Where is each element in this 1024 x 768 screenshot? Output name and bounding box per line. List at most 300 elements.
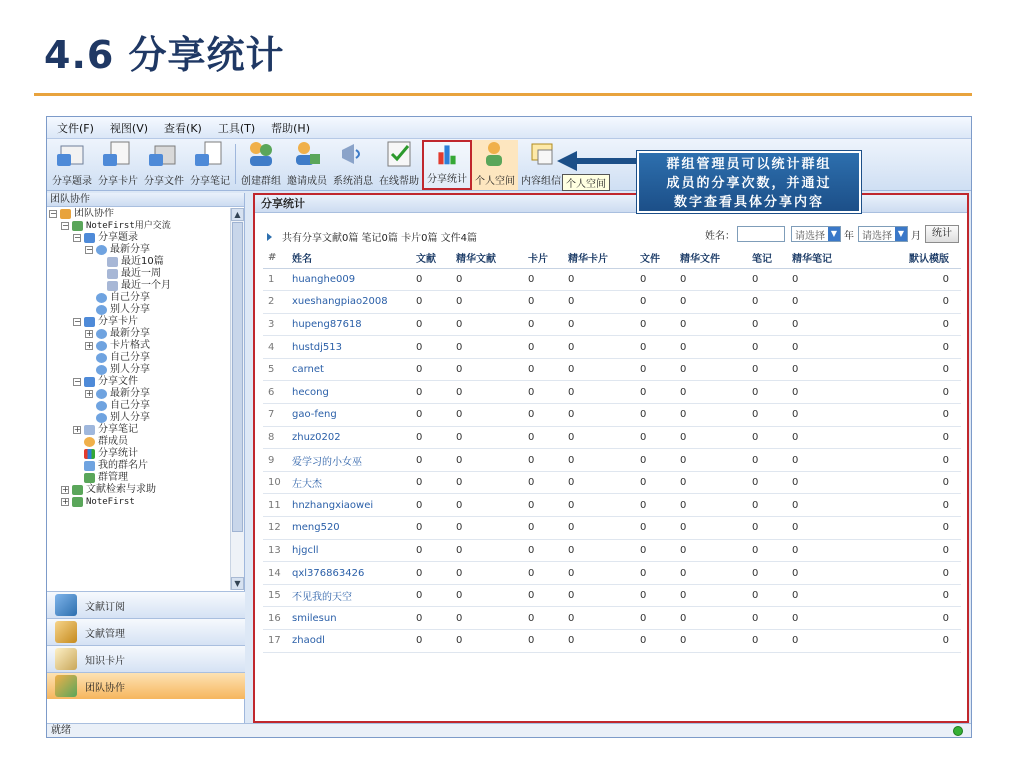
system-message-button[interactable]: [330, 140, 376, 190]
pencil-icon: [107, 281, 118, 291]
left-panel: [47, 193, 245, 723]
count-cell: 0: [635, 291, 675, 314]
count-cell: 0: [675, 291, 747, 314]
share-cards-icon: [103, 140, 133, 168]
tree-label: 最近10篇: [121, 256, 164, 267]
tree-node-others[interactable]: [47, 304, 230, 316]
count-cell: 0: [523, 539, 563, 562]
count-cell: 0: [411, 268, 451, 291]
tree-label: 分享统计: [98, 448, 138, 459]
table-row[interactable]: [263, 517, 961, 540]
count-cell: 0: [787, 381, 867, 404]
count-cell: 0: [563, 336, 635, 359]
table-row[interactable]: [263, 404, 961, 427]
tree-label: 文献检索与求助: [86, 484, 156, 495]
tree-node-mine[interactable]: [47, 352, 230, 364]
count-cell: 0: [451, 336, 523, 359]
count-cell: 0: [867, 539, 961, 562]
row-index: 6: [263, 381, 287, 404]
tree-node-latest[interactable]: [47, 244, 230, 256]
tree-node-latest[interactable]: [47, 328, 230, 340]
count-cell: 0: [747, 494, 787, 517]
col-cards[interactable]: 卡片: [523, 248, 563, 268]
row-index: 3: [263, 313, 287, 336]
count-cell: 0: [635, 539, 675, 562]
count-cell: 0: [747, 562, 787, 585]
count-cell: 0: [787, 494, 867, 517]
triangle-icon: [267, 233, 272, 241]
count-cell: 0: [675, 404, 747, 427]
scroll-thumb[interactable]: [232, 222, 243, 532]
tree-node-others[interactable]: [47, 364, 230, 376]
table-row[interactable]: [263, 539, 961, 562]
personal-space-button[interactable]: [472, 140, 518, 190]
nav-subscription[interactable]: [47, 591, 245, 618]
collapse-icon[interactable]: −: [50, 209, 57, 218]
count-cell: 0: [563, 268, 635, 291]
records-icon: [84, 233, 95, 243]
menu-file[interactable]: 文件(F): [57, 121, 94, 135]
count-cell: 0: [867, 404, 961, 427]
count-cell: 0: [675, 630, 747, 653]
col-notes[interactable]: 笔记: [747, 248, 787, 268]
tree-node-others[interactable]: [47, 412, 230, 424]
menu-look[interactable]: 查看(K): [164, 121, 202, 135]
member-name-link[interactable]: meng520: [287, 517, 411, 540]
count-cell: 0: [523, 562, 563, 585]
count-cell: 0: [675, 494, 747, 517]
share-stats-button[interactable]: [422, 140, 472, 190]
tree-node-share-cards[interactable]: [47, 316, 230, 328]
count-cell: 0: [411, 336, 451, 359]
count-cell: 0: [563, 517, 635, 540]
expand-icon[interactable]: +: [62, 485, 69, 494]
count-cell: 0: [867, 471, 961, 494]
share-files-label: 分享文件: [144, 176, 184, 187]
tree-node-group[interactable]: [47, 220, 230, 232]
count-cell: 0: [635, 404, 675, 427]
callout-line: 成员的分享次数，并通过: [666, 176, 832, 191]
count-cell: 0: [523, 630, 563, 653]
count-cell: 0: [523, 313, 563, 336]
tree-node-recent-week[interactable]: [47, 268, 230, 280]
left-panel-header: 团队协作: [47, 193, 244, 207]
collapse-icon[interactable]: −: [86, 245, 93, 254]
count-cell: 0: [867, 336, 961, 359]
name-label: 姓名：: [705, 230, 735, 242]
row-index: 15: [263, 584, 287, 607]
row-index: 5: [263, 358, 287, 381]
share-notes-button[interactable]: [187, 140, 233, 190]
tree-label: 团队协作: [74, 208, 114, 219]
content-group-label: 内容组信: [521, 176, 561, 187]
table-row[interactable]: [263, 607, 961, 630]
table-row[interactable]: [263, 291, 961, 314]
member-name-link[interactable]: carnet: [287, 358, 411, 381]
personal-space-label: 个人空间: [475, 176, 515, 187]
count-cell: 0: [635, 494, 675, 517]
create-group-label: 创建群组: [241, 176, 281, 187]
app-window: [46, 116, 972, 738]
tree-label: 最近一周: [121, 268, 161, 279]
count-cell: 0: [675, 607, 747, 630]
name-input[interactable]: [737, 226, 785, 242]
month-select-value: 请选择: [862, 230, 892, 242]
tree-node-group-admin[interactable]: [47, 472, 230, 484]
count-cell: 0: [747, 607, 787, 630]
table-row[interactable]: [263, 268, 961, 291]
member-name-link[interactable]: hjgcll: [287, 539, 411, 562]
count-cell: 0: [867, 313, 961, 336]
count-cell: 0: [563, 584, 635, 607]
table-row[interactable]: [263, 358, 961, 381]
table-body: [263, 268, 961, 652]
count-cell: 0: [563, 404, 635, 427]
share-icon: [96, 293, 107, 303]
tree-node-card-format[interactable]: [47, 340, 230, 352]
col-featured-files[interactable]: 精华文件: [675, 248, 747, 268]
table-row[interactable]: [263, 562, 961, 585]
col-default-template[interactable]: 默认模版: [867, 248, 961, 268]
row-index: 17: [263, 630, 287, 653]
library-icon: [55, 621, 77, 643]
count-cell: 0: [451, 584, 523, 607]
count-cell: 0: [675, 358, 747, 381]
member-name-link[interactable]: qxl376863426: [287, 562, 411, 585]
count-cell: 0: [787, 562, 867, 585]
count-cell: 0: [635, 471, 675, 494]
share-icon: [96, 413, 107, 423]
count-cell: 0: [563, 291, 635, 314]
tree-node-recent10[interactable]: [47, 256, 230, 268]
row-index: 8: [263, 426, 287, 449]
count-cell: 0: [787, 426, 867, 449]
collapse-icon[interactable]: −: [74, 377, 81, 386]
tree-node-recent-month[interactable]: [47, 280, 230, 292]
table-row[interactable]: [263, 426, 961, 449]
count-cell: 0: [451, 630, 523, 653]
count-cell: 0: [451, 313, 523, 336]
share-files-button[interactable]: [141, 140, 187, 190]
count-cell: 0: [451, 449, 523, 472]
count-cell: 0: [635, 336, 675, 359]
share-notes-label: 分享笔记: [190, 176, 230, 187]
col-name[interactable]: 姓名: [287, 248, 411, 268]
count-cell: 0: [451, 291, 523, 314]
col-index: #: [263, 248, 287, 268]
count-cell: 0: [635, 449, 675, 472]
row-index: 16: [263, 607, 287, 630]
row-index: 11: [263, 494, 287, 517]
member-name-link[interactable]: hnzhangxiaowei: [287, 494, 411, 517]
tree-label: 分享文件: [98, 376, 138, 387]
tree-node-share-stats[interactable]: [47, 448, 230, 460]
latest-icon: [96, 245, 107, 255]
cards-icon: [55, 648, 77, 670]
bar-chart-icon: [84, 449, 95, 459]
expand-icon[interactable]: +: [74, 425, 81, 434]
count-cell: 0: [563, 426, 635, 449]
expand-icon[interactable]: +: [86, 329, 93, 338]
row-index: 9: [263, 449, 287, 472]
tree-label: 最新分享: [110, 328, 150, 339]
tree-scrollbar[interactable]: [230, 208, 244, 590]
count-cell: 0: [787, 607, 867, 630]
row-index: 7: [263, 404, 287, 427]
row-index: 1: [263, 268, 287, 291]
share-icon: [96, 401, 107, 411]
count-cell: 0: [867, 607, 961, 630]
count-cell: 0: [563, 449, 635, 472]
menu-view[interactable]: 视图(V): [109, 121, 149, 135]
status-text: 就绪: [51, 725, 71, 736]
count-cell: 0: [747, 268, 787, 291]
tree-label: 别人分享: [110, 412, 150, 423]
count-cell: 0: [675, 336, 747, 359]
member-name-link[interactable]: smilesun: [287, 607, 411, 630]
share-summary: [267, 229, 477, 244]
member-name-link[interactable]: xueshangpiao2008: [287, 291, 411, 314]
panel-title: 分享统计: [255, 195, 967, 213]
count-cell: 0: [787, 630, 867, 653]
col-featured-notes[interactable]: 精华笔记: [787, 248, 867, 268]
count-cell: 0: [867, 426, 961, 449]
tree-label: 分享题录: [98, 232, 138, 243]
scroll-up-icon[interactable]: ▲: [231, 208, 244, 221]
member-name-link[interactable]: 不见我的天空: [287, 584, 411, 607]
member-name-link[interactable]: zhaodl: [287, 630, 411, 653]
count-cell: 0: [787, 358, 867, 381]
share-records-button[interactable]: [49, 140, 95, 190]
group-icon: [72, 221, 83, 231]
menu-help[interactable]: 帮助(H): [271, 121, 310, 135]
table-row[interactable]: [263, 336, 961, 359]
count-cell: 0: [563, 358, 635, 381]
group-icon: [72, 497, 83, 507]
count-cell: 0: [411, 313, 451, 336]
count-cell: 0: [787, 404, 867, 427]
count-cell: 0: [411, 539, 451, 562]
count-cell: 0: [867, 291, 961, 314]
member-name-link[interactable]: huanghe009: [287, 268, 411, 291]
count-cell: 0: [411, 517, 451, 540]
megaphone-icon: [338, 140, 368, 168]
count-cell: 0: [523, 336, 563, 359]
expand-icon[interactable]: +: [86, 389, 93, 398]
nav-label: 团队协作: [85, 682, 125, 694]
count-cell: 0: [675, 449, 747, 472]
invite-member-label: 邀请成员: [287, 176, 327, 187]
count-cell: 0: [675, 562, 747, 585]
count-cell: 0: [675, 268, 747, 291]
create-group-button[interactable]: [238, 140, 284, 190]
count-cell: 0: [675, 517, 747, 540]
tree-node-mine[interactable]: [47, 400, 230, 412]
share-cards-button[interactable]: [95, 140, 141, 190]
count-cell: 0: [747, 517, 787, 540]
nav-library[interactable]: [47, 618, 245, 645]
count-cell: 0: [867, 562, 961, 585]
count-cell: 0: [787, 336, 867, 359]
tree-label: 自己分享: [110, 352, 150, 363]
admin-icon: [84, 473, 95, 483]
count-cell: 0: [411, 494, 451, 517]
count-cell: 0: [411, 630, 451, 653]
count-cell: 0: [523, 291, 563, 314]
count-cell: 0: [523, 404, 563, 427]
count-cell: 0: [451, 381, 523, 404]
count-cell: 0: [411, 584, 451, 607]
tree-node-latest[interactable]: [47, 388, 230, 400]
member-name-link[interactable]: hustdj513: [287, 336, 411, 359]
callout-line: 数字查看具体分享内容: [673, 195, 824, 210]
stats-button[interactable]: 统计: [925, 225, 959, 243]
tree-label: 别人分享: [110, 304, 150, 315]
member-name-link[interactable]: gao-feng: [287, 404, 411, 427]
count-cell: 0: [867, 584, 961, 607]
count-cell: 0: [635, 426, 675, 449]
collapse-icon[interactable]: −: [74, 233, 81, 242]
filter-bar: [705, 225, 959, 243]
count-cell: 0: [451, 539, 523, 562]
count-cell: 0: [411, 471, 451, 494]
nav-cards[interactable]: [47, 645, 245, 672]
count-cell: 0: [675, 539, 747, 562]
count-cell: 0: [523, 494, 563, 517]
count-cell: 0: [411, 607, 451, 630]
latest-icon: [96, 389, 107, 399]
invite-member-button[interactable]: [284, 140, 330, 190]
member-name-link[interactable]: 左大杰: [287, 471, 411, 494]
tree-label: 自己分享: [110, 400, 150, 411]
table-row[interactable]: [263, 494, 961, 517]
collapse-icon[interactable]: −: [74, 317, 81, 326]
card-icon: [84, 461, 95, 471]
menu-tools[interactable]: 工具(T): [217, 121, 256, 135]
col-files[interactable]: 文件: [635, 248, 675, 268]
table-row[interactable]: [263, 584, 961, 607]
online-help-button[interactable]: [376, 140, 422, 190]
count-cell: 0: [675, 584, 747, 607]
count-cell: 0: [787, 291, 867, 314]
tree-node-share-notes[interactable]: [47, 424, 230, 436]
status-bar: [47, 723, 971, 738]
count-cell: 0: [747, 584, 787, 607]
col-featured-cards[interactable]: 精华卡片: [563, 248, 635, 268]
expand-icon[interactable]: +: [86, 341, 93, 350]
cards-icon: [84, 317, 95, 327]
tree-label: 卡片格式: [110, 340, 150, 351]
annotation-callout: [637, 151, 861, 213]
member-name-link[interactable]: hupeng87618: [287, 313, 411, 336]
table-row[interactable]: [263, 630, 961, 653]
row-index: 13: [263, 539, 287, 562]
count-cell: 0: [563, 607, 635, 630]
count-cell: 0: [867, 449, 961, 472]
member-name-link[interactable]: hecong: [287, 381, 411, 404]
collapse-icon[interactable]: −: [62, 221, 69, 230]
member-name-link[interactable]: 爱学习的小女巫: [287, 449, 411, 472]
row-index: 2: [263, 291, 287, 314]
col-literature[interactable]: 文献: [411, 248, 451, 268]
count-cell: 0: [747, 404, 787, 427]
tree-node-share-files[interactable]: [47, 376, 230, 388]
tree-label: 最近一个月: [121, 280, 171, 291]
scroll-down-icon[interactable]: ▼: [231, 577, 244, 590]
row-index: 12: [263, 517, 287, 540]
month-label: 月: [911, 230, 921, 242]
table-row[interactable]: [263, 381, 961, 404]
count-cell: 0: [523, 584, 563, 607]
table-row[interactable]: [263, 449, 961, 472]
year-select[interactable]: [791, 226, 841, 242]
count-cell: 0: [523, 358, 563, 381]
table-row[interactable]: [263, 471, 961, 494]
nav-label: 文献订阅: [85, 601, 125, 613]
count-cell: 0: [787, 471, 867, 494]
row-index: 14: [263, 562, 287, 585]
status-indicator-icon: [953, 726, 963, 736]
nav-team[interactable]: [47, 672, 245, 699]
count-cell: 0: [867, 358, 961, 381]
count-cell: 0: [635, 630, 675, 653]
tree-node-share-records[interactable]: [47, 232, 230, 244]
count-cell: 0: [787, 517, 867, 540]
tree-node-notefirst[interactable]: [47, 496, 230, 508]
personal-space-icon: [480, 140, 510, 168]
share-records-label: 分享题录: [52, 176, 92, 187]
count-cell: 0: [523, 426, 563, 449]
title-divider: [34, 93, 972, 96]
count-cell: 0: [675, 426, 747, 449]
month-select[interactable]: [858, 226, 908, 242]
subscription-icon: [55, 594, 77, 616]
count-cell: 0: [747, 449, 787, 472]
count-cell: 0: [451, 404, 523, 427]
count-cell: 0: [635, 607, 675, 630]
tree-node-mine[interactable]: [47, 292, 230, 304]
tree-label: 分享卡片: [98, 316, 138, 327]
count-cell: 0: [635, 562, 675, 585]
tree-node-team[interactable]: [47, 208, 230, 220]
team-icon: [60, 209, 71, 219]
tree-node-search-help[interactable]: [47, 484, 230, 496]
count-cell: 0: [563, 562, 635, 585]
tree-node-members[interactable]: [47, 436, 230, 448]
count-cell: 0: [523, 381, 563, 404]
count-cell: 0: [867, 268, 961, 291]
table-header: [263, 248, 961, 268]
expand-icon[interactable]: +: [62, 497, 69, 506]
share-cards-label: 分享卡片: [98, 176, 138, 187]
create-group-icon: [246, 140, 276, 168]
tree-label: NoteFirst: [86, 497, 135, 507]
count-cell: 0: [523, 268, 563, 291]
count-cell: 0: [867, 517, 961, 540]
tree-node-card[interactable]: [47, 460, 230, 472]
count-cell: 0: [867, 494, 961, 517]
table-row[interactable]: [263, 313, 961, 336]
nav-label: 文献管理: [85, 628, 125, 640]
count-cell: 0: [451, 517, 523, 540]
count-cell: 0: [411, 449, 451, 472]
col-featured-literature[interactable]: 精华文献: [451, 248, 523, 268]
count-cell: 0: [411, 426, 451, 449]
count-cell: 0: [747, 313, 787, 336]
online-help-label: 在线帮助: [379, 176, 419, 187]
member-name-link[interactable]: zhuz0202: [287, 426, 411, 449]
count-cell: 0: [787, 268, 867, 291]
